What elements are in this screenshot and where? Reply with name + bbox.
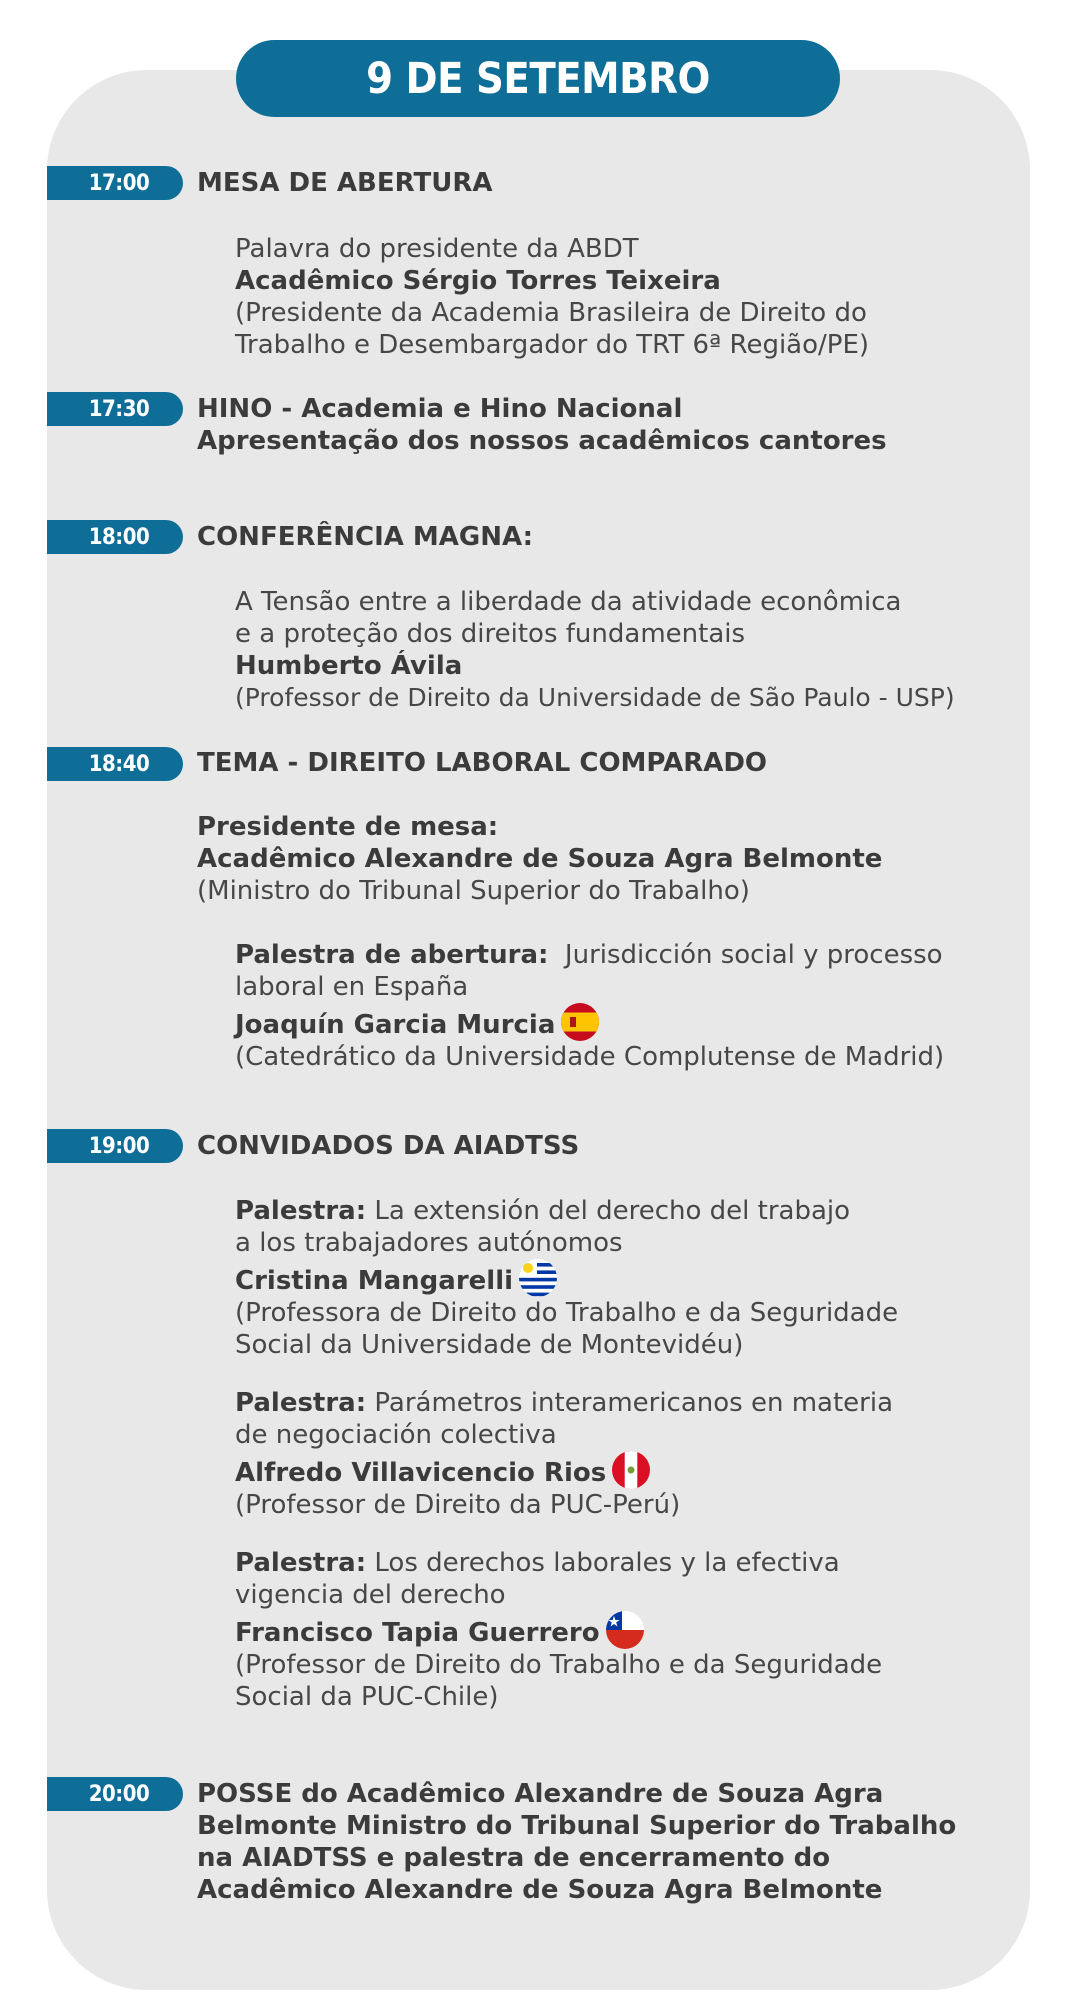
time-badge: 18:00: [47, 520, 183, 554]
session-talk: Palestra: Parámetros interamericanos en materia de negociación colectiva Alfredo Villavicencio Rios (Professor de Direito da PUC-Perú): [235, 1388, 894, 1520]
session-title: CONVIDADOS DA AIADTSS: [197, 1131, 580, 1161]
speaker-name: Francisco Tapia Guerrero: [235, 1618, 600, 1648]
speaker-name: Humberto Ávila: [235, 651, 463, 681]
speaker-name: Joaquín Garcia Murcia: [235, 1010, 556, 1040]
session-title: HINO - Academia e Hino Nacional Apresentação dos nossos acadêmicos cantores: [197, 394, 887, 456]
speaker-name: Acadêmico Alexandre de Souza Agra Belmonte: [197, 844, 883, 874]
session-talk: Palestra: La extensión del derecho del trabajo a los trabajadores autónomos Cristina Mangarelli (Professora de Direito do Trabalho e da Seguridade Social da Universidade de Montevidéu): [235, 1196, 899, 1360]
peru-flag-icon: [612, 1451, 650, 1489]
session-title: POSSE do Acadêmico Alexandre de Souza Agra Belmonte Ministro do Tribunal Superior do Trabalho na AIADTSS e palestra de encerramento do Acadêmico Alexandre de Souza Agra Belmonte: [197, 1779, 957, 1905]
spain-flag-icon: [561, 1003, 599, 1041]
uruguay-flag-icon: [519, 1259, 557, 1297]
time-badge: 17:00: [47, 166, 183, 200]
session-detail: A Tensão entre a liberdade da atividade econômica e a proteção dos direitos fundamentais Humberto Ávila (Professor de Direito da Universidade de São Paulo - USP): [235, 587, 955, 712]
session-talk: Palestra: Los derechos laborales y la efectiva vigencia del derecho Francisco Tapia Guerrero (Professor de Direito do Trabalho e da Seguridade Social da PUC-Chile): [235, 1548, 883, 1712]
time-badge: 20:00: [47, 1777, 183, 1811]
date-header: 9 DE SETEMBRO: [236, 40, 840, 117]
chile-flag-icon: [606, 1611, 644, 1649]
time-badge: 19:00: [47, 1129, 183, 1163]
session-title: MESA DE ABERTURA: [197, 168, 493, 198]
session-detail: Palavra do presidente da ABDT Acadêmico Sérgio Torres Teixeira (Presidente da Academia Brasileira de Direito do Trabalho e Desembargador do TRT 6ª Região/PE): [235, 234, 870, 360]
time-badge: 18:40: [47, 747, 183, 781]
session-title: TEMA - DIREITO LABORAL COMPARADO: [197, 748, 768, 778]
session-talk: Palestra de abertura: Jurisdicción social y processo laboral en España Joaquín Garcia Murcia (Catedrático da Universidade Complutense de Madrid): [235, 940, 945, 1072]
speaker-name: Alfredo Villavicencio Rios: [235, 1458, 607, 1488]
session-president: Presidente de mesa: Acadêmico Alexandre de Souza Agra Belmonte (Ministro do Tribunal Superior do Trabalho): [197, 812, 883, 906]
speaker-name: Cristina Mangarelli: [235, 1266, 514, 1296]
time-badge: 17:30: [47, 392, 183, 426]
speaker-name: Acadêmico Sérgio Torres Teixeira: [235, 266, 721, 296]
session-title: CONFERÊNCIA MAGNA:: [197, 522, 534, 552]
